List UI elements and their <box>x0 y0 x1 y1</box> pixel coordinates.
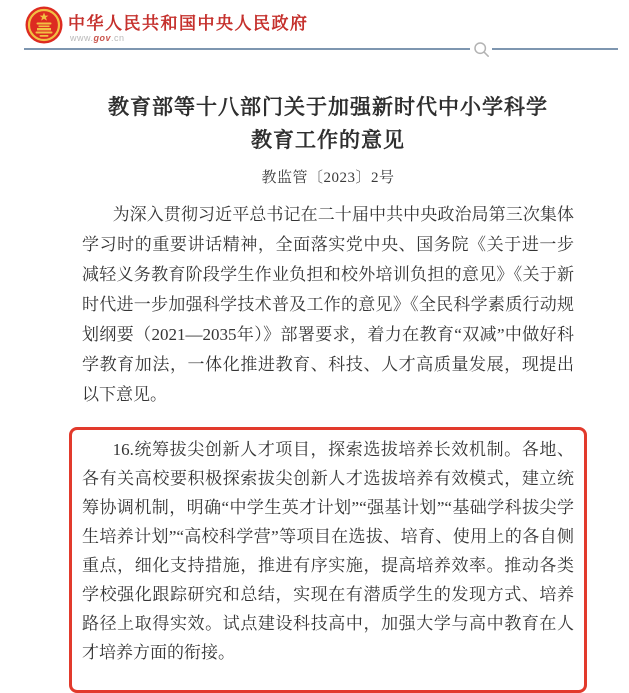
search-icon[interactable] <box>470 39 492 59</box>
header-divider <box>24 48 618 50</box>
document-number: 教监管〔2023〕2号 <box>261 170 395 186</box>
site-header <box>0 0 629 50</box>
site-url <box>70 33 125 43</box>
highlighted-paragraph: 16.统筹拔尖创新人才项目，探索选拔培养长效机制。各地、各有关高校要积极探索拔尖创新人才选拔培养有效模式，建立统筹协调机制，明确“中学生英才计划”“强基计划”“基础学科拔尖学生培养计划”“高校科学营”等项目在选拔、培育、使用上的各自侧重点，细化支持措施，推进有序实施，提高培养效率。推动各类学校强化跟踪研究和总结，实现在有潜质学生的发现方式、培养路径上取得实效。试点建设科技高中，加强大学与高中教育在人才培养方面的衔接。 <box>82 440 574 662</box>
document-title: 教育部等十八部门关于加强新时代中小学科学教育工作的意见 <box>108 95 548 152</box>
site-url-gov: gov <box>93 33 112 43</box>
document-paragraph: 为深入贯彻习近平总书记在二十届中共中央政治局第三次集体学习时的重要讲话精神，全面落实党中央、国务院《关于进一步减轻义务教育阶段学生作业负担和校外培训负担的意见》《关于新时代进一步加强科学技术普及工作的意见》《全民科学素质行动规划纲要（2021—2035年）》部署要求，着力在教育“双减”中做好科学教育加法，一体化推进教育、科技、人才高质量发展，现提出以下意见。 <box>82 205 574 404</box>
site-url-cn: .cn <box>111 33 125 43</box>
national-emblem-icon[interactable] <box>25 6 63 44</box>
site-url-www: www. <box>70 33 94 43</box>
site-title[interactable]: 中华人民共和国中央人民政府 <box>68 14 309 33</box>
highlight-annotation-box <box>69 427 587 693</box>
document <box>82 91 574 693</box>
